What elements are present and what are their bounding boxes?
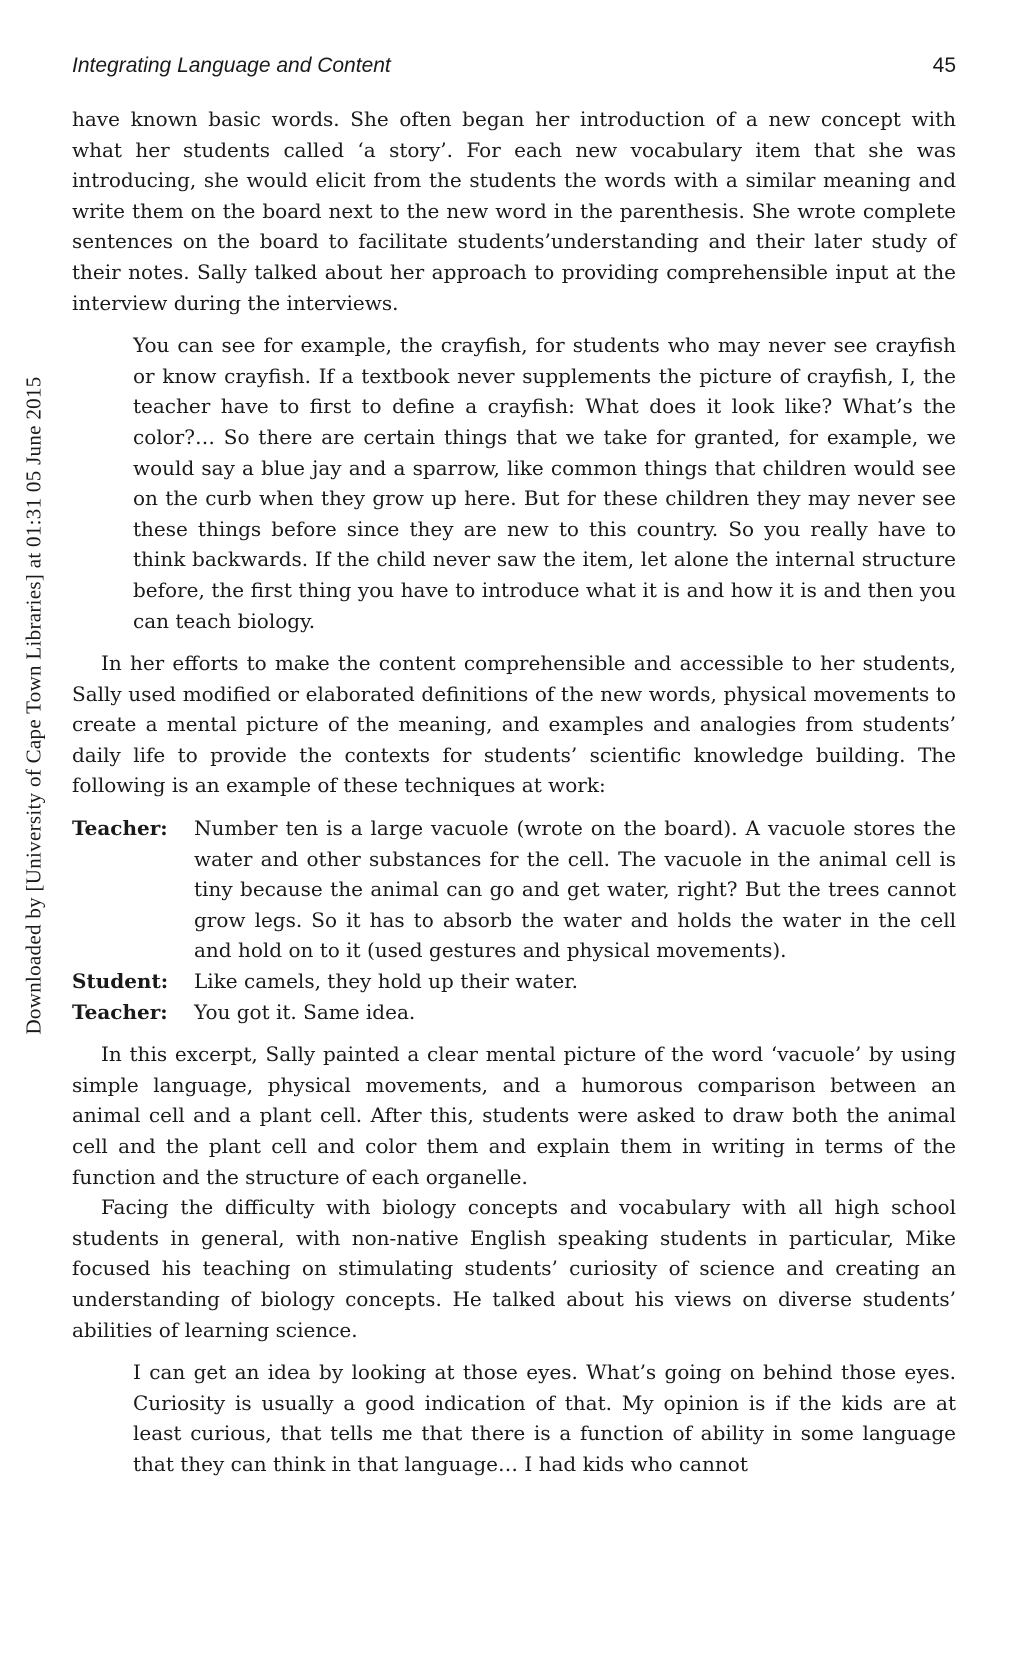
dialogue-line: Number ten is a large vacuole (wrote on the board). A vacuole stores the water and other substances for the cell. The vacuole in the animal cell is tiny because the animal can go and get water, right? But the trees cannot grow legs. So it has to absorb the water and holds the water in the cell and hold on to it (used gestures and physical movements). xyxy=(194,816,956,963)
download-watermark xyxy=(20,180,48,1230)
body-paragraph-1: have known basic words. She often began her introduction of a new concept with what her students called ‘a story’. For each new vocabulary item that she was introducing, she would elicit from the students the words with a similar meaning and write them on the board next to the new word in the parenthesis. She wrote complete sentences on the board to facilitate students’understanding and their later study of their notes. Sally talked about her approach to providing comprehensible input at the interview during the interviews. xyxy=(72,107,956,315)
block-quote-crayfish xyxy=(133,330,956,636)
dialogue-line: Like camels, they hold up their water. xyxy=(194,969,578,994)
page-body xyxy=(72,104,956,1492)
running-title: Integrating Language and Content xyxy=(72,54,391,77)
running-header xyxy=(72,54,956,84)
block-quote-text: I can get an idea by looking at those eyes. What’s going on behind those eyes. Curiosity is usually a good indication of that. My opinion is if the kids are at least curious, that tells me that there is a function of ability in some language that they can think in that language… I had kids who cannot xyxy=(133,1360,956,1476)
body-paragraph-2: In her efforts to make the content comprehensible and accessible to her students, Sally used modified or elaborated definitions of the new words, physical movements to create a mental picture of the meaning, and examples and analogies from students’ daily life to provide the contexts for students’ scientific knowledge building. The following is an example of these techniques at work: xyxy=(72,651,956,798)
block-quote-curiosity xyxy=(133,1357,956,1479)
dialogue-speaker: Student: xyxy=(72,969,169,994)
dialogue-speaker: Teacher: xyxy=(72,816,168,841)
body-paragraph-4: Facing the difficulty with biology concepts and vocabulary with all high school students in general, with non-native English speaking students in particular, Mike focused his teaching on stimulating students’ curiosity of science and creating an understanding of biology concepts. He talked about his views on diverse students’ abilities of learning science. xyxy=(72,1195,956,1342)
dialogue-speaker: Teacher: xyxy=(72,999,168,1024)
download-note: Downloaded by [University of Cape Town Libraries] at 01:31 05 June 2015 xyxy=(21,375,46,1035)
classroom-dialogue xyxy=(72,813,956,1027)
page-number: 45 xyxy=(932,54,956,77)
body-paragraph-3: In this excerpt, Sally painted a clear mental picture of the word ‘vacuole’ by using simple language, physical movements, and a humorous comparison between an animal cell and a plant cell. After this, students were asked to draw both the animal cell and the plant cell and color them and explain them in writing in terms of the function and the structure of each organelle. xyxy=(72,1042,956,1189)
dialogue-line: You got it. Same idea. xyxy=(194,999,416,1024)
block-quote-text: You can see for example, the crayfish, for students who may never see crayfish or know crayfish. If a textbook never supplements the picture of crayfish, I, the teacher have to first to define a crayfish: What does it look like? What’s the color?… So there are certain things that we take for granted, for example, we would say a blue jay and a sparrow, like common things that children would see on the curb when they grow up here. But for these children they may never see these things before since they are new to this country. So you really have to think backwards. If the child never saw the item, let alone the internal structure before, the first thing you have to introduce what it is and how it is and then you can teach biology. xyxy=(133,333,956,633)
